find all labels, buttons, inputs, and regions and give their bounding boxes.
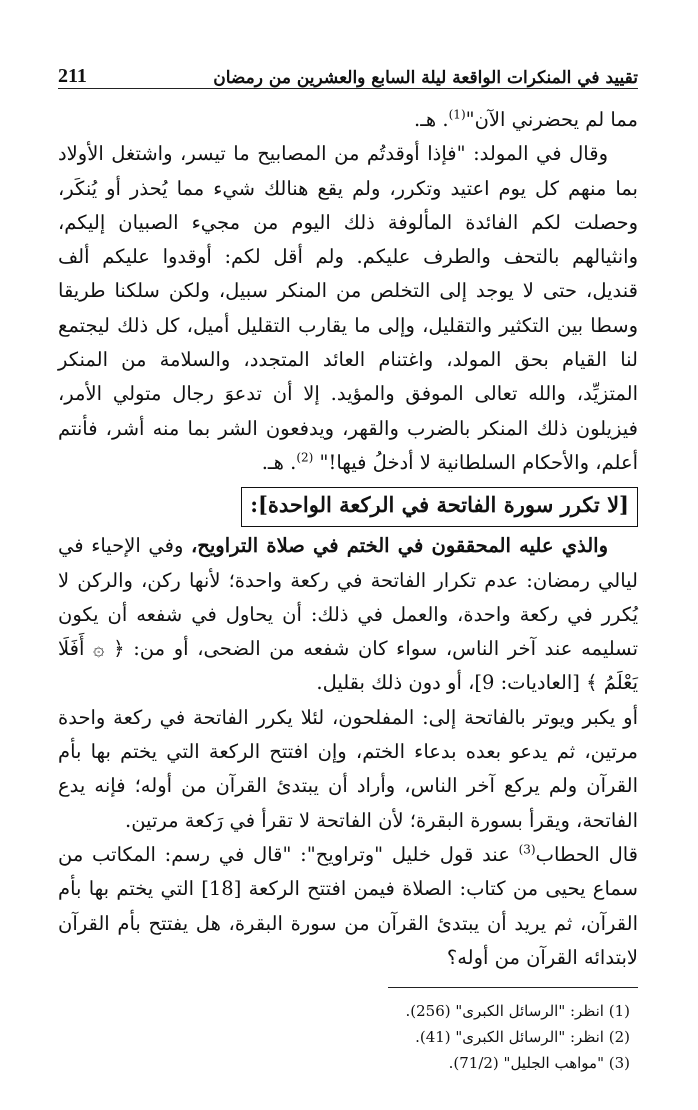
paragraph-4-text: أو يكبر ويوتر بالفاتحة إلى: المفلحون، لئلا يكرر الفاتحة في ركعة واحدة مرتين، ثم يدعو بعده بدعاء الختم، وإن افتتح الركعة التي يختم بها بأم القرآن ولم يركع آخر الناس، وأراد أن يبتدئ القرآن من أوله؛ فإنه يدع الفاتحة، ويقرأ بسورة البقرة؛ لأن الفاتحة لا تقرأ في رَكعة مرتين. [58,705,638,832]
paragraph-2 [58,137,638,480]
paragraph-5-text-b: عند قول خليل "وتراويح": "قال في رسم: المكاتب من سماع يحيى من كتاب: الصلاة فيمن افتتح الركعة [18] التي يختم بها بأم القرآن، ثم يريد أن يبتدئ القرآن من سورة البقرة، هل يفتتح بأم القرآن لابتدائه القرآن من أوله؟ [58,842,638,969]
footnote-marker-1: (1) [448,107,466,122]
running-header [58,56,638,89]
main-text [58,103,638,975]
section-heading-box: [لا تكرر سورة الفاتحة في الركعة الواحدة]: [241,487,638,527]
page-number: 211 [58,65,87,87]
paragraph-3-bold: والذي عليه المحققون في الختم في صلاة التراويح، [191,534,608,558]
section-heading [58,486,638,527]
footnote-1: (1) انظر: "الرسائل الكبرى" (256). [405,1002,630,1021]
footnote-marker-3: (3) [518,842,536,857]
paragraph-2-text: وقال في المولد: "فإذا أوقدتُم من المصابيح ما تيسر، واشتغل الأولاد بما منهم كل يوم اعتيد وتكرر، ولم يقع هنالك شيء مما يُحذر أو يُنكَر، وحصلت لكم الفائدة المألوفة ذلك اليوم من مجيء الصبيان إليكم، وانثيالهم بالتحف والطرف عليكم. ولم أقل لكم: أوقدوا عليكم ألف قنديل، حتى لا يوجد إلى التخلص من المنكر سبيل، ولكن سلكنا طريقا وسطا بين التكثير والتقليل، وإلى ما يقارب التقليل أميل، كل ذلك ليجتمع لنا القيام بحق المولد، واغتنام العائد المتجدد، والسلامة من المنكر المتزيِّد، والله تعالى الموفق والمؤيد. إلا أن تدعوَ رجال متولي الأمر، فيزيلون ذلك المنكر بالضرب والقهر، ويدفعون الشر بما منه أشر، فأنتم أعلم، والأحكام السلطانية لا أدخلُ فيها!" [58,142,638,474]
footnote-3: (3) "مواهب الجليل" (71/2). [448,1054,630,1073]
paragraph-5 [58,838,638,975]
footnote-marker-2: (2) [296,450,314,465]
paragraph-2-end: . هـ. [261,450,297,474]
paragraph-1 [58,103,638,137]
paragraph-5-text-a: قال الحطاب [535,842,639,866]
paragraph-3 [58,529,638,700]
book-page [58,56,638,1076]
paragraph-3-text: وفي الإحياء في ليالي رمضان: عدم تكرار الفاتحة في ركعة واحدة؛ لأنها ركن، والركن لا يُكرر في ركعة واحدة، والعمل في ذلك: أن يحاول في شفعه أن يكون تسليمه عند آخر الناس، سواء كان شفعه من الضحى، أو من: ﴿ ۞ أَفَلَا يَعْلَمُ ﴾ [العاديات: 9]، أو دون ذلك بقليل. [58,534,638,695]
footnotes [58,998,638,1076]
paragraph-1-text-a: مما لم يحضرني الآن" [465,108,638,131]
footnote-2: (2) انظر: "الرسائل الكبرى" (41). [415,1028,630,1047]
footnote-divider [388,987,638,988]
paragraph-4 [58,701,638,838]
running-header-title: تقييد في المنكرات الواقعة ليلة السابع والعشرين من رمضان [213,68,638,88]
paragraph-1-text-b: . هـ. [414,108,449,131]
